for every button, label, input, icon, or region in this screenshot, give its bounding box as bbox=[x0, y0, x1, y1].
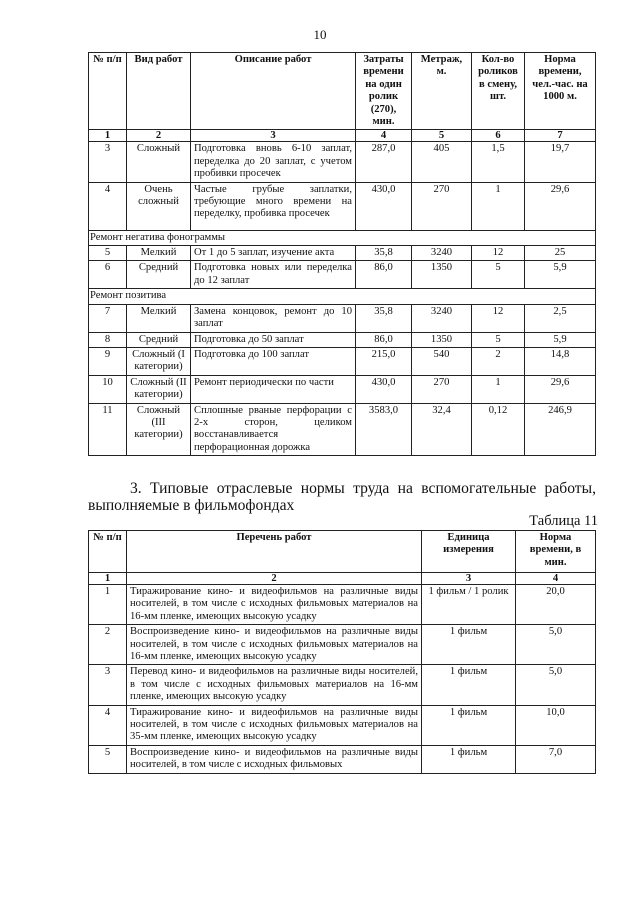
length-value: 1350 bbox=[412, 261, 472, 289]
unit-value: 1 фильм bbox=[422, 665, 516, 705]
table-row bbox=[89, 745, 596, 773]
count-value: 1,5 bbox=[472, 142, 525, 182]
count-value: 5 bbox=[472, 261, 525, 289]
row-number: 3 bbox=[89, 142, 127, 182]
norms-table-1 bbox=[88, 52, 596, 456]
header-cell: Единица измерения bbox=[422, 531, 516, 573]
count-value: 5 bbox=[472, 332, 525, 347]
norm-value: 20,0 bbox=[516, 585, 596, 625]
header-cell: Перечень работ bbox=[127, 531, 422, 573]
work-description: Подготовка до 50 заплат bbox=[191, 332, 356, 347]
work-description: Перевод кино- и видеофильмов на различные виды носителей, в том числе с исходных фильмовых материалов на 16-мм пленке, имеющих высокую усадку bbox=[127, 665, 422, 705]
table-row bbox=[89, 403, 596, 456]
row-number: 7 bbox=[89, 304, 127, 332]
row-number: 1 bbox=[89, 585, 127, 625]
work-description: Воспроизведение кино- и видеофильмов на различные виды носителей, в том числе с исходных фильмовых материалов на 16-мм пленке, имеющих высокую усадку bbox=[127, 625, 422, 665]
table-row bbox=[89, 246, 596, 261]
header-cell: Норма времени, чел.-час. на 1000 м. bbox=[525, 53, 596, 130]
column-number-row bbox=[89, 573, 596, 585]
table-row bbox=[89, 705, 596, 745]
length-value: 270 bbox=[412, 182, 472, 230]
column-number: 3 bbox=[422, 573, 516, 585]
count-value: 12 bbox=[472, 304, 525, 332]
column-number: 2 bbox=[127, 573, 422, 585]
column-number: 6 bbox=[472, 130, 525, 142]
column-number: 2 bbox=[127, 130, 191, 142]
count-value: 12 bbox=[472, 246, 525, 261]
norm-value: 10,0 bbox=[516, 705, 596, 745]
time-cost: 86,0 bbox=[356, 261, 412, 289]
column-number: 1 bbox=[89, 573, 127, 585]
work-description: Частые грубые заплатки, требующие много времени на переделку, пробивка просечек bbox=[191, 182, 356, 230]
table-row bbox=[89, 665, 596, 705]
header-cell: Кол-во роликов в смену, шт. bbox=[472, 53, 525, 130]
work-type: Очень сложный bbox=[127, 182, 191, 230]
unit-value: 1 фильм bbox=[422, 705, 516, 745]
work-type: Средний bbox=[127, 332, 191, 347]
table-header-row bbox=[89, 531, 596, 573]
length-value: 270 bbox=[412, 375, 472, 403]
length-value: 32,4 bbox=[412, 403, 472, 456]
count-value: 1 bbox=[472, 375, 525, 403]
row-number: 9 bbox=[89, 347, 127, 375]
table-header-row bbox=[89, 53, 596, 130]
row-number: 3 bbox=[89, 665, 127, 705]
column-number: 4 bbox=[356, 130, 412, 142]
column-number: 3 bbox=[191, 130, 356, 142]
work-type: Сложный (II категории) bbox=[127, 375, 191, 403]
work-description: Замена концовок, ремонт до 10 заплат bbox=[191, 304, 356, 332]
section-heading: 3. Типовые отраслевые нормы труда на вспомогательные работы, выполняемые в фильмофондах bbox=[88, 480, 596, 514]
work-description: Воспроизведение кино- и видеофильмов на различные виды носителей, в том числе с исходных фильмовых bbox=[127, 745, 422, 773]
time-cost: 3583,0 bbox=[356, 403, 412, 456]
time-cost: 35,8 bbox=[356, 304, 412, 332]
norm-value: 29,6 bbox=[525, 182, 596, 230]
norm-value: 5,9 bbox=[525, 261, 596, 289]
row-number: 10 bbox=[89, 375, 127, 403]
time-cost: 430,0 bbox=[356, 375, 412, 403]
row-number: 11 bbox=[89, 403, 127, 456]
table-row bbox=[89, 625, 596, 665]
row-number: 5 bbox=[89, 745, 127, 773]
work-description: Ремонт периодически по части bbox=[191, 375, 356, 403]
length-value: 1350 bbox=[412, 332, 472, 347]
header-cell: Затраты времени на один ролик (270), мин. bbox=[356, 53, 412, 130]
work-description: Подготовка до 100 заплат bbox=[191, 347, 356, 375]
work-description: Тиражирование кино- и видеофильмов на различные виды носителей, в том числе с исходных фильмовых материалов на 35-мм пленке, имеющих высокую усадку bbox=[127, 705, 422, 745]
time-cost: 86,0 bbox=[356, 332, 412, 347]
header-cell: Метраж, м. bbox=[412, 53, 472, 130]
table-row bbox=[89, 375, 596, 403]
norms-table-2 bbox=[88, 530, 596, 774]
row-number: 5 bbox=[89, 246, 127, 261]
time-cost: 287,0 bbox=[356, 142, 412, 182]
time-cost: 35,8 bbox=[356, 246, 412, 261]
row-number: 4 bbox=[89, 705, 127, 745]
norm-value: 7,0 bbox=[516, 745, 596, 773]
section-row bbox=[89, 230, 596, 245]
column-number: 4 bbox=[516, 573, 596, 585]
norm-value: 19,7 bbox=[525, 142, 596, 182]
count-value: 2 bbox=[472, 347, 525, 375]
work-description: Подготовка новых или переделка до 12 заплат bbox=[191, 261, 356, 289]
header-cell: № п/п bbox=[89, 531, 127, 573]
work-description: Сплошные рваные перфорации с 2-х сторон, целиком восстанавливается перфорационная дорожка bbox=[191, 403, 356, 456]
row-number: 2 bbox=[89, 625, 127, 665]
unit-value: 1 фильм bbox=[422, 625, 516, 665]
row-number: 8 bbox=[89, 332, 127, 347]
table-row bbox=[89, 182, 596, 230]
count-value: 1 bbox=[472, 182, 525, 230]
norm-value: 5,0 bbox=[516, 665, 596, 705]
column-number: 7 bbox=[525, 130, 596, 142]
work-type: Мелкий bbox=[127, 304, 191, 332]
table-row bbox=[89, 585, 596, 625]
length-value: 3240 bbox=[412, 304, 472, 332]
norm-value: 5,0 bbox=[516, 625, 596, 665]
column-number-row bbox=[89, 130, 596, 142]
section-title: Ремонт позитива bbox=[89, 289, 596, 304]
norm-value: 2,5 bbox=[525, 304, 596, 332]
work-type: Мелкий bbox=[127, 246, 191, 261]
work-type: Средний bbox=[127, 261, 191, 289]
table-row bbox=[89, 347, 596, 375]
work-description: Тиражирование кино- и видеофильмов на различные виды носителей, в том числе с исходных фильмовых материалов на 16-мм пленке, имеющих высокую усадку bbox=[127, 585, 422, 625]
table-caption: Таблица 11 bbox=[529, 513, 598, 529]
row-number: 4 bbox=[89, 182, 127, 230]
work-description: От 1 до 5 заплат, изучение акта bbox=[191, 246, 356, 261]
unit-value: 1 фильм / 1 ролик bbox=[422, 585, 516, 625]
header-cell: Вид работ bbox=[127, 53, 191, 130]
length-value: 540 bbox=[412, 347, 472, 375]
header-cell: № п/п bbox=[89, 53, 127, 130]
norm-value: 29,6 bbox=[525, 375, 596, 403]
page-number: 10 bbox=[313, 27, 327, 42]
time-cost: 430,0 bbox=[356, 182, 412, 230]
norm-value: 25 bbox=[525, 246, 596, 261]
section-title: Ремонт негатива фонограммы bbox=[89, 230, 596, 245]
work-type: Сложный (III категории) bbox=[127, 403, 191, 456]
table-row bbox=[89, 261, 596, 289]
count-value: 0,12 bbox=[472, 403, 525, 456]
time-cost: 215,0 bbox=[356, 347, 412, 375]
column-number: 1 bbox=[89, 130, 127, 142]
work-type: Сложный (I категории) bbox=[127, 347, 191, 375]
norm-value: 14,8 bbox=[525, 347, 596, 375]
length-value: 405 bbox=[412, 142, 472, 182]
norm-value: 5,9 bbox=[525, 332, 596, 347]
norm-value: 246,9 bbox=[525, 403, 596, 456]
table-row bbox=[89, 142, 596, 182]
table-row bbox=[89, 304, 596, 332]
unit-value: 1 фильм bbox=[422, 745, 516, 773]
work-type: Сложный bbox=[127, 142, 191, 182]
column-number: 5 bbox=[412, 130, 472, 142]
work-description: Подготовка вновь 6-10 заплат, переделка до 20 заплат, с учетом пробивки просечек bbox=[191, 142, 356, 182]
table-row bbox=[89, 332, 596, 347]
row-number: 6 bbox=[89, 261, 127, 289]
header-cell: Норма времени, в мин. bbox=[516, 531, 596, 573]
length-value: 3240 bbox=[412, 246, 472, 261]
header-cell: Описание работ bbox=[191, 53, 356, 130]
section-row bbox=[89, 289, 596, 304]
